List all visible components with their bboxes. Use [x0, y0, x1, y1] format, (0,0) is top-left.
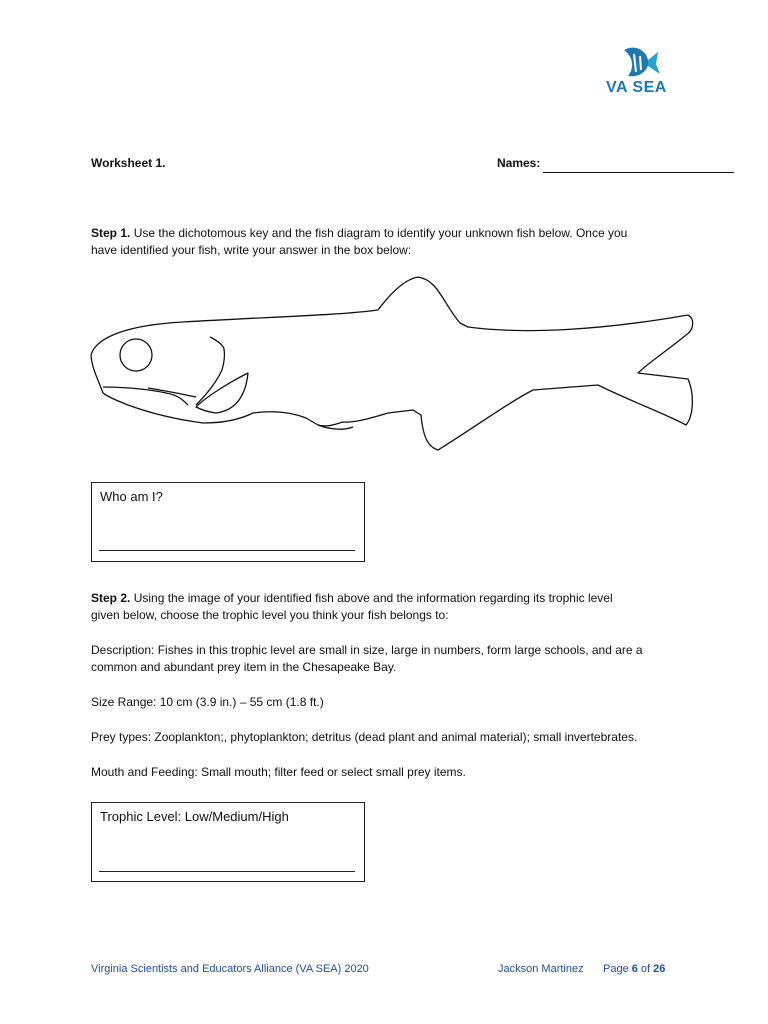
footer-page-number	[603, 963, 665, 975]
names-input-line[interactable]	[543, 172, 734, 173]
footer-org: Virginia Scientists and Educators Alliance (VA SEA) 2020	[91, 963, 369, 975]
unknown-fish-diagram	[88, 275, 698, 455]
logo-text: VA SEA	[606, 79, 667, 96]
description-paragraph	[91, 642, 691, 676]
va-sea-logo	[602, 44, 680, 106]
description-line2: common and abundant prey item in the Chesapeake Bay.	[91, 660, 397, 674]
who-am-i-answer-line[interactable]	[99, 550, 355, 551]
fish-jaw	[103, 387, 188, 405]
step2-paragraph	[91, 590, 691, 624]
footer-author: Jackson Martinez	[498, 963, 584, 975]
footer-page-total: 26	[653, 963, 666, 975]
fish-body-outline	[91, 277, 693, 450]
fish-eye	[120, 339, 152, 371]
step2-text-line1: Using the image of your identified fish above and the information regarding its trophic level	[130, 591, 613, 605]
step2-label: Step 2.	[91, 591, 131, 605]
step1-text-line2: have identified your fish, write your answer in the box below:	[91, 243, 412, 257]
description-line1: Description: Fishes in this trophic level are small in size, large in numbers, form large schools, and are a	[91, 643, 643, 657]
names-label: Names:	[497, 156, 541, 170]
trophic-level-box[interactable]	[91, 802, 365, 882]
size-range-text: Size Range: 10 cm (3.9 in.) – 55 cm (1.8 ft.)	[91, 695, 324, 709]
who-am-i-box[interactable]	[91, 482, 365, 562]
mouth-feeding-text: Mouth and Feeding: Small mouth; filter feed or select small prey items.	[91, 765, 466, 779]
step1-text-line1: Use the dichotomous key and the fish diagram to identify your unknown fish below. Once you	[130, 226, 628, 240]
step1-label: Step 1.	[91, 226, 131, 240]
footer-page-of: of	[637, 963, 654, 975]
worksheet-title: Worksheet 1.	[91, 156, 166, 170]
who-am-i-label: Who am I?	[100, 489, 163, 504]
step2-text-line2: given below, choose the trophic level you think your fish belongs to:	[91, 608, 449, 622]
angelfish-logo-icon	[618, 46, 662, 82]
fish-mouth-line	[148, 388, 196, 397]
prey-types-text: Prey types: Zooplankton;, phytoplankton; detritus (dead plant and animal material); small invertebrates.	[91, 730, 638, 744]
trophic-level-answer-line[interactable]	[99, 871, 355, 872]
footer-page-prefix: Page	[603, 963, 632, 975]
trophic-level-label: Trophic Level: Low/Medium/High	[100, 809, 289, 824]
footer-page-current: 6	[631, 963, 638, 975]
fish-pectoral-fin	[196, 373, 248, 413]
step1-paragraph	[91, 225, 691, 259]
